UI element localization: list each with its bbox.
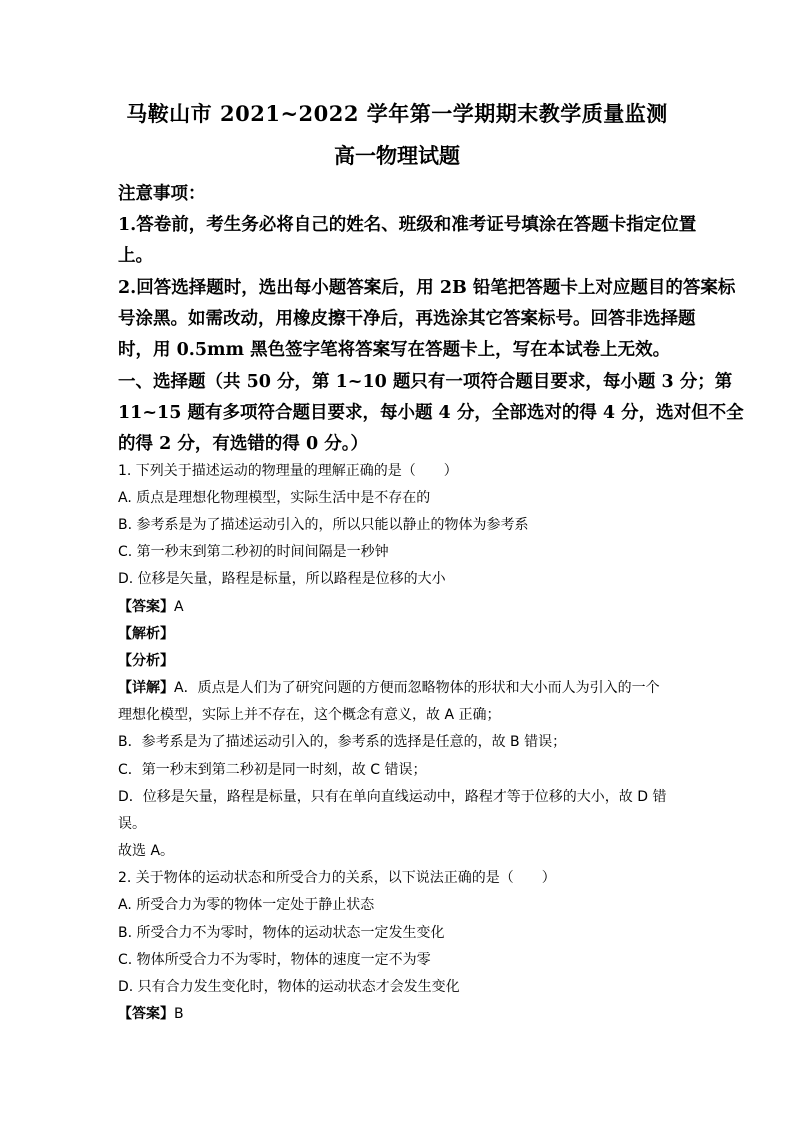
q2-option-c: C. 物体所受合力不为零时，物体的速度一定不为零 (118, 952, 431, 968)
q1-answer (118, 596, 184, 616)
exam-subtitle: 高一物理试题 (334, 143, 460, 168)
notice-line: 号涂黑。如需改动，用橡皮擦干净后，再选涂其它答案标号。回答非选择题 (118, 309, 696, 329)
q1-option-b: B. 参考系是为了描述运动引入的，所以只能以静止的物体为参考系 (118, 517, 529, 533)
answer-tag: 【答案】 (118, 1006, 174, 1022)
detail-text: A．质点是人们为了研究问题的方便而忽略物体的形状和大小而人为引入的一个 (174, 680, 660, 696)
q2-option-a: A. 所受合力为零的物体一定处于静止状态 (118, 897, 375, 913)
notice-heading: 注意事项： (118, 184, 206, 204)
exam-title: 马鞍山市 2021~2022 学年第一学期期末教学质量监测 (126, 101, 668, 126)
answer-value: B (174, 1006, 184, 1022)
q1-option-a: A. 质点是理想化物理模型，实际生活中是不存在的 (118, 490, 431, 506)
q1-detail-line: 理想化模型，实际上并不存在，这个概念有意义，故 A 正确； (118, 707, 501, 723)
q1-detail-line: 误。 (118, 816, 146, 832)
q1-analysis-tag: 【解析】 (118, 626, 174, 642)
notice-line: 1.答卷前，考生务必将自己的姓名、班级和准考证号填涂在答题卡指定位置 (118, 215, 697, 235)
answer-value: A (174, 599, 184, 615)
q1-detail-line (118, 677, 660, 697)
section-line: 一、选择题（共 50 分，第 1~10 题只有一项符合题目要求，每小题 3 分；第 (118, 372, 733, 392)
notice-line: 上。 (118, 246, 153, 266)
section-line: 11~15 题有多项符合题目要求，每小题 4 分，全部选对的得 4 分，选对但不全 (118, 403, 744, 423)
detail-tag: 【详解】 (118, 680, 174, 696)
q1-detail-line: C．第一秒末到第二秒初是同一时刻，故 C 错误； (118, 762, 427, 778)
section-line: 的得 2 分，有选错的得 0 分。） (118, 434, 368, 454)
q1-conclusion: 故选 A。 (118, 843, 175, 859)
notice-line: 2.回答选择题时，选出每小题答案后，用 2B 铅笔把答题卡上对应题目的答案标 (118, 278, 736, 298)
notice-line: 时，用 0.5mm 黑色签字笔将答案写在答题卡上，写在本试卷上无效。 (118, 340, 671, 360)
q1-fenxi-tag: 【分析】 (118, 653, 174, 669)
answer-tag: 【答案】 (118, 599, 174, 615)
q1-option-c: C. 第一秒末到第二秒初的时间间隔是一秒钟 (118, 544, 389, 560)
q1-stem: 1. 下列关于描述运动的物理量的理解正确的是（ ） (118, 463, 458, 479)
q2-stem: 2. 关于物体的运动状态和所受合力的关系，以下说法正确的是（ ） (118, 870, 556, 886)
q1-detail-line: D．位移是矢量，路程是标量，只有在单向直线运动中，路程才等于位移的大小，故 D 错 (118, 789, 667, 805)
q1-detail-line: B．参考系是为了描述运动引入的，参考系的选择是任意的，故 B 错误； (118, 734, 567, 750)
q2-option-b: B. 所受合力不为零时，物体的运动状态一定发生变化 (118, 925, 445, 941)
q2-answer (118, 1003, 184, 1023)
q2-option-d: D. 只有合力发生变化时，物体的运动状态才会发生变化 (118, 979, 460, 995)
q1-option-d: D. 位移是矢量，路程是标量，所以路程是位移的大小 (118, 571, 446, 587)
